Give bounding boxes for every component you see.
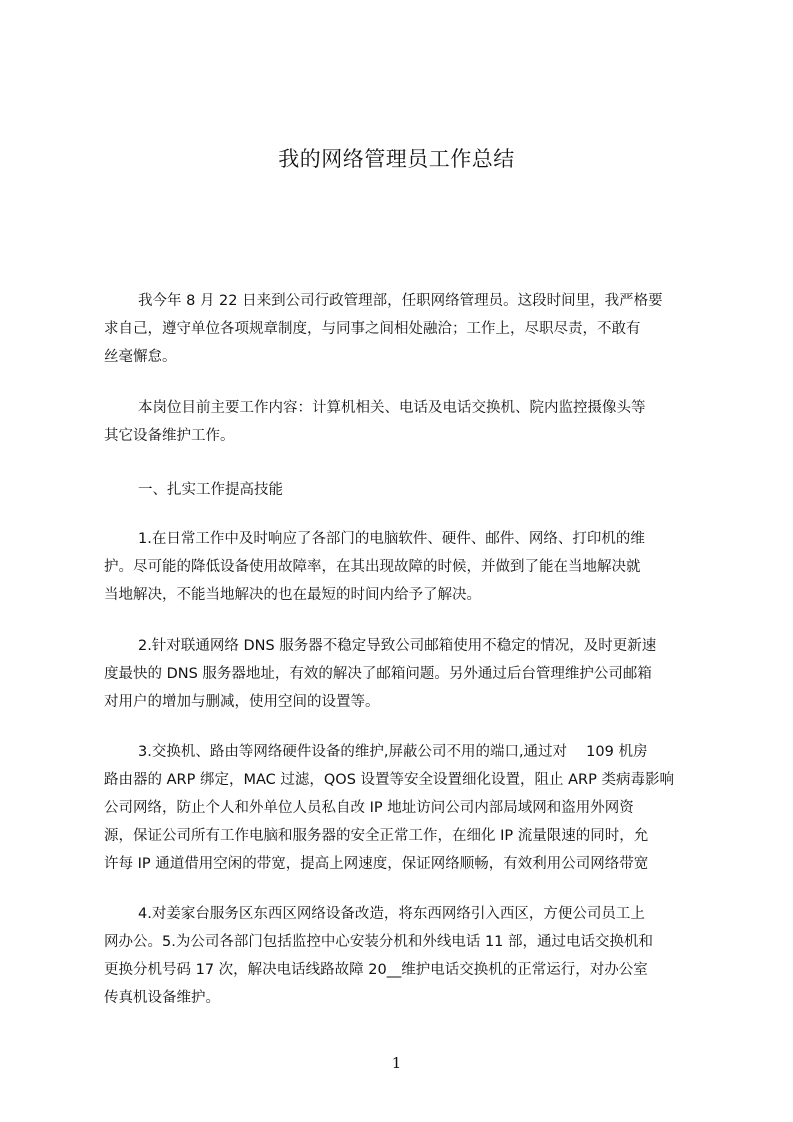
paragraph-line: 传真机设备维护。 (104, 990, 220, 1006)
paragraph-line: 网办公。5.为公司各部门包括监控中心安装分机和外线电话 11 部，通过电话交换机和 (104, 934, 654, 950)
paragraph-line: 4.对姜家台服务区东西区网络设备改造，将东西网络引入西区，方便公司员工上 (138, 906, 645, 922)
paragraph-line: 公司网络，防止个人和外单位人员私自改 IP 地址访问公司内部局域网和盗用外网资 (104, 800, 634, 816)
paragraph-item-1 (104, 525, 697, 609)
paragraph-line: 对用户的增加与删减，使用空间的设置等。 (104, 694, 380, 710)
paragraph-line: 当地解决，不能当地解决的也在最短的时间内给予了解决。 (104, 587, 481, 603)
paragraph-line: 我今年 8 月 22 日来到公司行政管理部，任职网络管理员。这段时间里，我严格要 (138, 293, 663, 309)
paragraph-line: 度最快的 DNS 服务器地址，有效的解决了邮箱问题。另外通过后台管理维护公司邮箱 (104, 666, 652, 682)
section-heading (104, 476, 697, 504)
page-number: 1 (391, 1054, 402, 1072)
paragraph-line: 源，保证公司所有工作电脑和服务器的安全正常工作，在细化 IP 流量限速的同时，允 (104, 828, 649, 844)
paragraph-line: 本岗位目前主要工作内容：计算机相关、电话及电话交换机、院内监控摄像头等 (138, 400, 646, 416)
paragraph-item-2 (104, 632, 697, 716)
paragraph-line: 3.交换机、路由等网络硬件设备的维护,屏蔽公司不用的端口,通过对 109 机房 (138, 744, 648, 760)
paragraph-job-content (104, 394, 697, 450)
document-title: 我的网络管理员工作总结 (278, 147, 515, 171)
paragraph-line: 求自己，遵守单位各项规章制度，与同事之间相处融洽；工作上，尽职尽责，不敢有 (104, 321, 641, 337)
paragraph-intro (104, 287, 697, 371)
section-heading-text: 一、扎实工作提高技能 (138, 482, 283, 498)
paragraph-line: 1.在日常工作中及时响应了各部门的电脑软件、硬件、邮件、网络、打印机的维 (138, 531, 645, 547)
paragraph-line: 其它设备维护工作。 (104, 428, 235, 444)
paragraph-line: 路由器的 ARP 绑定，MAC 过滤，QOS 设置等安全设置细化设置，阻止 ARP 类病毒影响 (104, 772, 674, 788)
paragraph-line: 护。尽可能的降低设备使用故障率，在其出现故障的时候，并做到了能在当地解决就 (104, 559, 641, 575)
paragraph-line: 2.针对联通网络 DNS 服务器不稳定导致公司邮箱使用不稳定的情况，及时更新速 (138, 638, 657, 654)
paragraph-line: 更换分机号码 17 次，解决电话线路故障 20__维护电话交换机的正常运行，对办公室 (104, 962, 648, 978)
paragraph-item-4 (104, 900, 697, 1012)
paragraph-item-3 (104, 738, 697, 878)
paragraph-line: 丝毫懈怠。 (104, 349, 177, 365)
paragraph-line: 许每 IP 通道借用空闲的带宽，提高上网速度，保证网络顺畅，有效利用公司网络带宽 (104, 856, 649, 872)
